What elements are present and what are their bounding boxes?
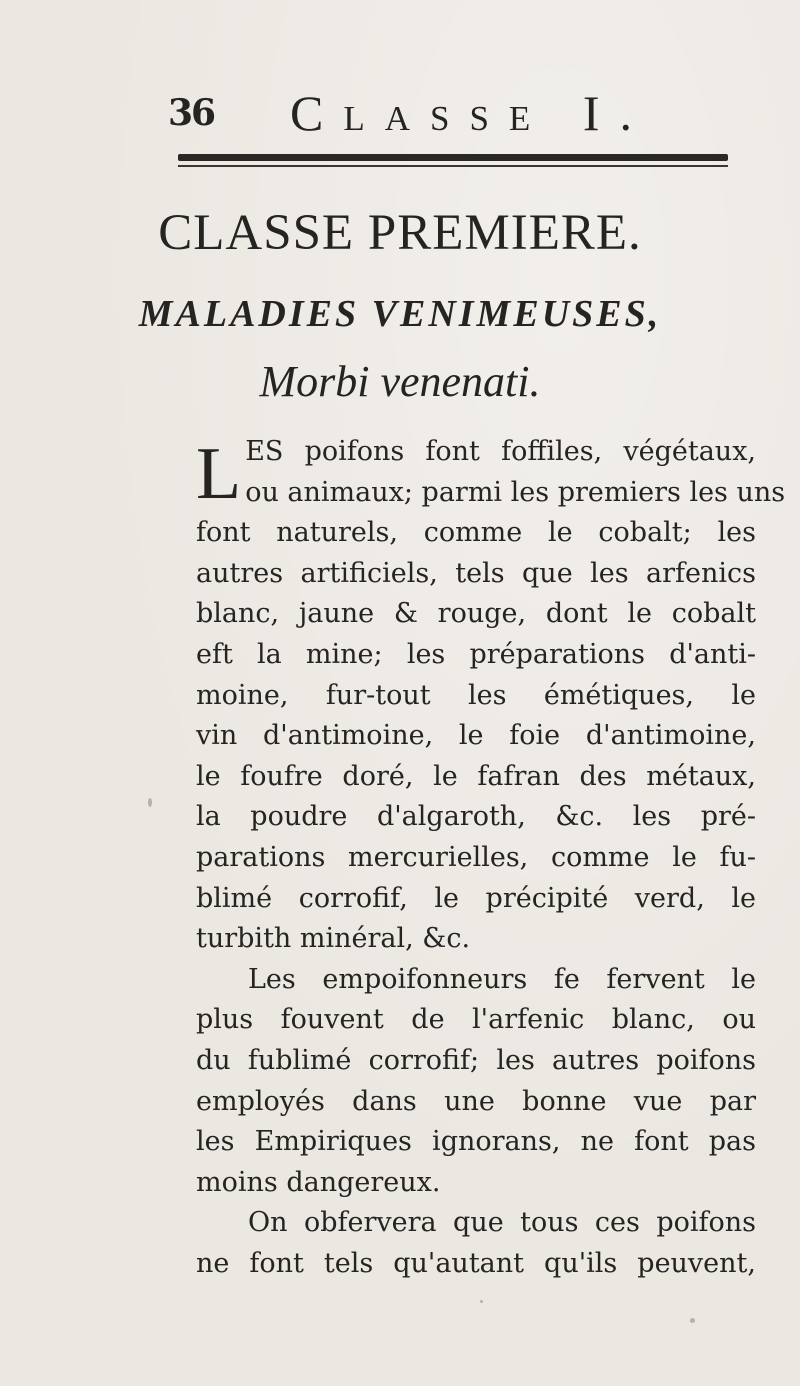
text-line: employés dans une bonne vue par <box>196 1085 756 1117</box>
paragraph-1 <box>196 432 786 960</box>
body-text <box>196 432 786 1284</box>
paper-speck <box>148 798 152 807</box>
drop-cap: L <box>196 433 242 515</box>
text-line: plus fouvent de l'arfenic blanc, ou <box>196 1004 756 1036</box>
text-line: ou animaux; parmi les premiers les uns <box>245 476 786 508</box>
text-line: moine, fur-tout les émétiques, le <box>196 679 756 711</box>
paper-speck <box>690 1318 695 1323</box>
text-line: Les empoifonneurs fe fervent le <box>248 963 756 995</box>
running-head <box>168 84 728 144</box>
text-line: moins dangereux. <box>196 1166 441 1198</box>
text-line: autres artificiels, tels que les arfenics <box>196 557 756 589</box>
paper-speck <box>480 1300 483 1303</box>
text-line: le foufre doré, le fafran des métaux, <box>196 760 756 792</box>
chapter-subtitle: MALADIES VENIMEUSES, <box>138 293 662 335</box>
text-line: vin d'antimoine, le foie d'antimoine, <box>196 720 756 752</box>
ornamental-rule <box>178 154 728 161</box>
running-title: Classe I. <box>290 85 652 141</box>
text-line: ne font tels qu'autant qu'ils peuvent, <box>196 1247 756 1279</box>
text-line: ES poifons font foffiles, végétaux, <box>245 436 756 467</box>
text-line: blanc, jaune & rouge, dont le cobalt <box>196 598 756 630</box>
chapter-title: CLASSE PREMIERE. <box>158 205 642 261</box>
text-line: du fublimé corrofif; les autres poifons <box>196 1044 756 1076</box>
text-line: les Empiriques ignorans, ne font pas <box>196 1126 756 1158</box>
latin-subtitle: Morbi venenati. <box>259 357 541 406</box>
paragraph-3 <box>196 1203 756 1284</box>
text-line: parations mercurielles, comme le fu- <box>196 841 756 873</box>
text-line: la poudre d'algaroth, &c. les pré- <box>196 801 756 833</box>
text-line: On obfervera que tous ces poifons <box>248 1207 756 1239</box>
thin-rule <box>178 165 728 167</box>
paragraph-2 <box>196 960 756 1204</box>
text-line: eft la mine; les préparations d'anti- <box>196 638 756 670</box>
text-line: blimé corrofif, le précipité verd, le <box>196 882 756 914</box>
page-number: 36 <box>168 92 215 134</box>
text-line: font naturels, comme le cobalt; les <box>196 517 756 549</box>
text-line: turbith minéral, &c. <box>196 923 471 955</box>
